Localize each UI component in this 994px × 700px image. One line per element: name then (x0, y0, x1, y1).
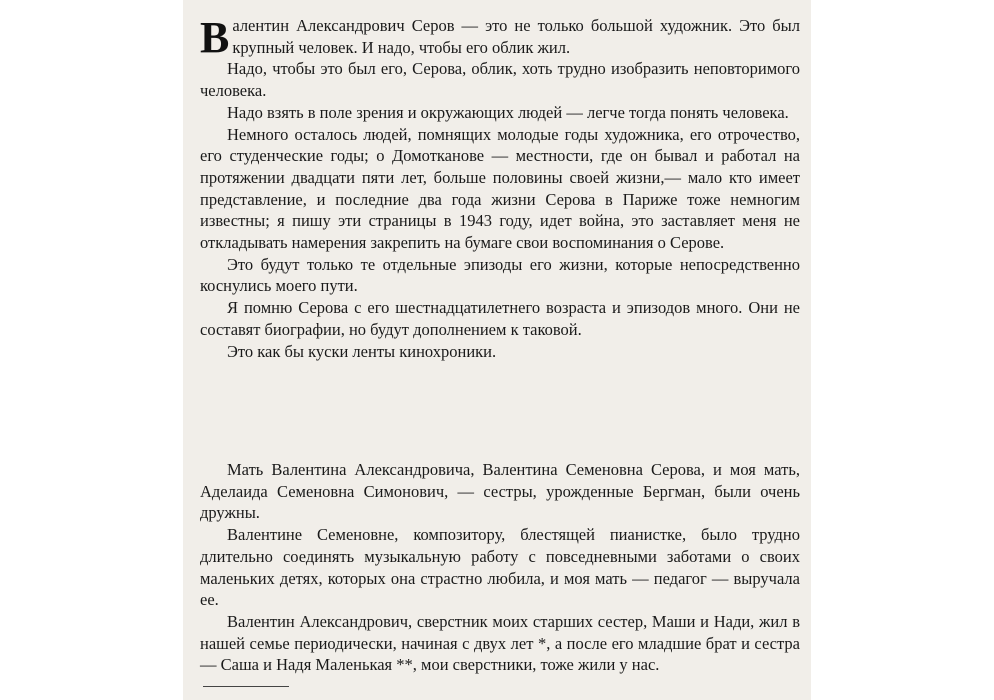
paragraph: Мать Валентина Александровича, Валентина Семеновна Серова, и моя мать, Аделаида Семеновна Симонович, — сестры, урожденные Бергман, были очень дружны. (200, 460, 800, 523)
paragraph: Это как бы куски ленты кинохроники. (227, 341, 497, 361)
paragraph: Валентин Александрович, сверстник моих старших сестер, Маши и Нади, жил в нашей семье периодически, начиная с двух лет *, а после его младшие брат и сестра — Саша и Надя Маленькая **, мои сверстники, тоже жили у нас. (200, 611, 800, 675)
drop-cap: В (200, 13, 230, 62)
paragraph (200, 13, 800, 62)
paragraph: Я помню Серова с его шестнадцатилетнего возраста и эпизодов много. Они не составят биографии, но будут дополнением к таковой. (200, 298, 800, 339)
family-section (200, 459, 800, 676)
paragraph: Это будут только те отдельные эпизоды его жизни, которые непосредственно коснулись моего пути. (200, 254, 800, 296)
paragraph: Немного осталось людей, помнящих молодые годы художника, его отрочество, его студенческие годы; о Домотканове — местности, где он бывал и работал на протяжении двадцати пяти лет, больше половины своей жизни,— мало кто имеет представление, и последние два года жизни Серова в Париже тоже немногим известны; я пишу эти страницы в 1943 году, идет война, это заставляет меня не откладывать намерения закрепить на бумаге свои воспоминания о Серове. (200, 124, 800, 253)
footnote-divider (203, 686, 289, 687)
paragraph: Валентине Семеновне, композитору, блестящей пианистке, было трудно длительно соединять музыкальную работу с повседневными заботами о своих маленьких детях, которых она страстно любила, и моя мать — педагог — выручала ее. (200, 525, 800, 610)
paragraph: Надо взять в поле зрения и окружающих людей — легче тогда понять человека. (227, 102, 789, 122)
paragraph: Надо, чтобы это был его, Серова, облик, хоть трудно изобразить неповторимого человека. (200, 59, 800, 101)
paragraph-text: алентин Александрович Серов — это не только большой художник. Это был крупный человек. И надо, чтобы его облик жил. (232, 16, 800, 57)
book-page (183, 0, 811, 700)
intro-section (200, 15, 800, 362)
